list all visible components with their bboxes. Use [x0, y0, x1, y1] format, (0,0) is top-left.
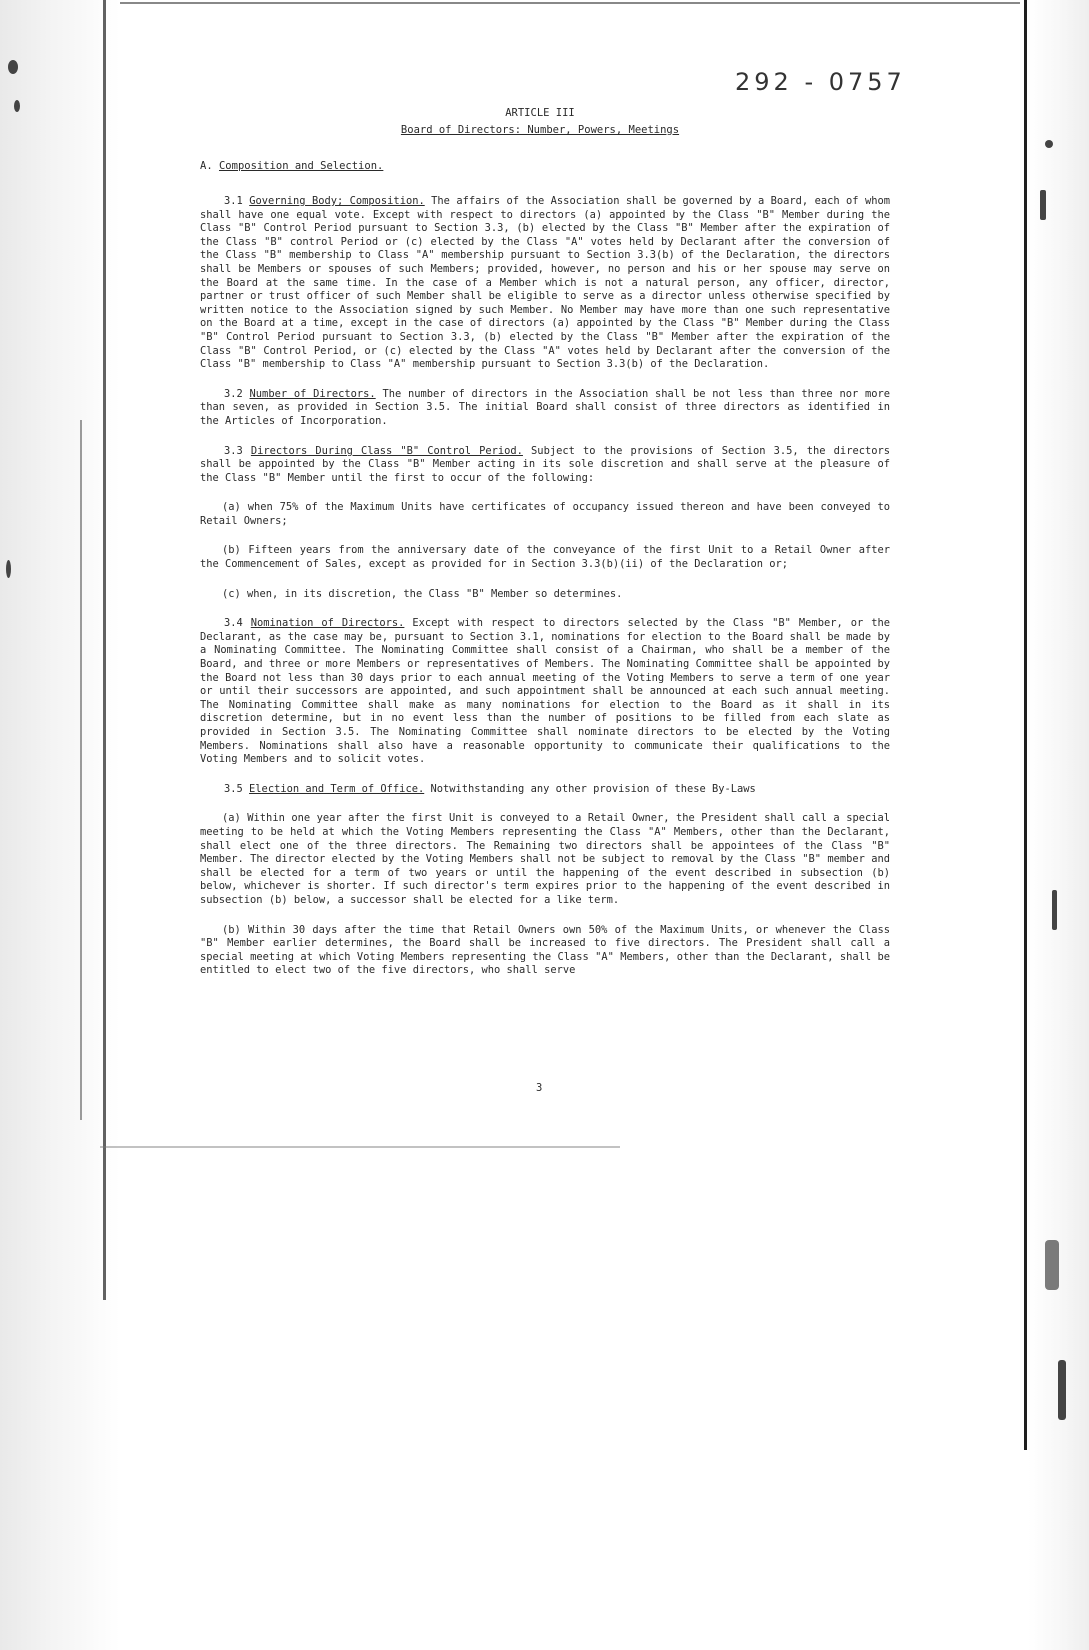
scan-speck: [1045, 1240, 1059, 1290]
subparagraph-3-3-b: [200, 544, 890, 571]
article-subtitle: Board of Directors: Number, Powers, Meetings: [400, 124, 680, 136]
scan-top-border-line: [120, 2, 1020, 4]
scan-speck: [6, 560, 11, 578]
section-title: Composition and Selection.: [218, 160, 384, 172]
paragraph-number: 3.2: [224, 387, 243, 400]
paragraph-3-5: [200, 783, 890, 797]
scan-right-border-line: [1024, 0, 1027, 1450]
paragraph-number: 3.1: [224, 195, 243, 207]
scan-speck: [8, 60, 18, 74]
paragraph-heading: Election and Term of Office.: [249, 782, 425, 795]
paragraph-heading: Governing Body; Composition.: [249, 195, 425, 207]
scan-speck: [1040, 190, 1046, 220]
paragraph-text: Notwithstanding any other provision of these By-Laws: [424, 782, 756, 795]
paragraph-3-3: [200, 445, 890, 486]
subparagraph-3-5-b: [200, 924, 890, 978]
scan-bottom-shadow-line: [100, 1146, 620, 1148]
body-text: [200, 195, 890, 994]
paragraph-text: The number of directors in the Association shall be not less than three nor more than seven, as provided in Section 3.5. The initial Board shall consist of three directors as identified in the Articles of Incorporation.: [200, 387, 890, 427]
paragraph-text: Subject to the provisions of Section 3.5, the directors shall be appointed by the Class "B" Member acting in its sole discretion and shall serve at the pleasure of the Class "B" Member until the first to occur of the following:: [200, 444, 890, 484]
subparagraph-3-5-a: [200, 812, 890, 907]
paragraph-heading: Number of Directors.: [249, 387, 376, 400]
document-number: 292 - 0757: [735, 68, 906, 96]
paragraph-number: 3.3: [224, 444, 243, 457]
paragraph-3-1: [200, 195, 890, 372]
paragraph-text: The affairs of the Association shall be governed by a Board, each of whom shall have one equal vote. Except with respect to directors (a) appointed by the Class "B" Member during the Class "B" Control Period pursuant to Section 3.3, (b) elected by the Class "B" Member after the expiration of the Class "B" control Period or (c) elected by the Class "A" votes held by Declarant after the conversion of the Class "B" membership to Class "A" membership pursuant to Section 3.3(b) of the Declaration, the directors shall be Members or spouses of such Members; provided, however, no person and his or her spouse may serve on the Board at the same time. In the case of a Member which is not a natural person, any officer, director, partner or trust officer of such Member shall be eligible to serve as a director unless otherwise specified by written notice to the Association signed by such Member. No Member may have more than one such representative on the Board at a time, except in the case of directors (a) appointed by the Class "B" Member during the Class "B" Control Period pursuant to Section 3.3, (b) elected by the Class "B" Member after the expiration of the Class "B" Control Period, or (c) elected by the Class "A" votes held by Declarant after the conversion of the Class "B" membership to Class "A" membership pursuant to Section 3.3(b) of the Declaration.: [200, 195, 890, 371]
paragraph-3-2: [200, 388, 890, 429]
paragraph-3-4: [200, 617, 890, 767]
scan-left-margin: [0, 0, 120, 1650]
subparagraph-text: when 75% of the Maximum Units have certificates of occupancy issued thereon and have been conveyed to Retail Owners;: [200, 501, 890, 527]
section-heading: [200, 160, 383, 172]
subparagraph-letter: (b): [222, 544, 241, 557]
subparagraph-text: when, in its discretion, the Class "B" Member so determines.: [240, 587, 623, 600]
subparagraph-3-3-c: [200, 588, 890, 602]
scan-left-border-line: [103, 0, 106, 1300]
paragraph-number: 3.4: [224, 617, 243, 630]
scan-speck: [1045, 140, 1053, 148]
subparagraph-text: Within one year after the first Unit is conveyed to a Retail Owner, the President shall call a special meeting to be held at which the Voting Members representing the Class "A" Members, other than the Declarant, shall elect one of the three directors. The Remaining two directors shall be appointees of the Class "B" Member. The director elected by the Voting Members shall not be subject to removal by the Class "B" member and shall be elected for a term of two years or until the happening of the event described in subsection (b) below, whichever is shorter. If such director's term expires prior to the happening of the event described in subsection (b) below, a successor shall be elected for a like term.: [200, 812, 890, 906]
scan-left-inner-line: [80, 420, 82, 1120]
subparagraph-3-3-a: [200, 501, 890, 528]
subparagraph-letter: (a): [222, 812, 241, 825]
section-letter: A.: [200, 160, 213, 172]
paragraph-heading: Directors During Class "B" Control Period.: [250, 444, 523, 457]
paragraph-number: 3.5: [224, 782, 243, 795]
page-number: 3: [536, 1082, 543, 1094]
subparagraph-text: Fifteen years from the anniversary date of the conveyance of the first Unit to a Retail Owner after the Commencement of Sales, except as provided for in Section 3.3(b)(ii) of the Declaration or;: [200, 544, 890, 571]
paragraph-heading: Nomination of Directors.: [250, 617, 405, 630]
subparagraph-letter: (a): [222, 501, 241, 514]
scan-speck: [14, 100, 20, 112]
subparagraph-letter: (b): [222, 923, 241, 936]
article-title: ARTICLE III: [505, 107, 575, 119]
paragraph-text: Except with respect to directors selected by the Class "B" Member, or the Declarant, as the case may be, pursuant to Section 3.1, nominations for election to the Board shall be made by a Nominating Committee. The Nominating Committee shall consist of a Chairman, who shall be a member of the Board, and three or more Members or representatives of Members. The Nominating Committee shall be appointed by the Board not less than 30 days prior to each annual meeting of the Voting Members to serve a term of one year or until their successors are appointed, and such appointment shall be announced at each such annual meeting. The Nominating Committee shall make as many nominations for election to the Board as it shall in its discretion determine, but in no event less than the number of positions to be filled from each slate as provided in Section 3.5. The Nominating Committee shall nominate directors to be elected by the Voting Members. Nominations shall also have a reasonable opportunity to communicate their qualifications to the Voting Members and to solicit votes.: [200, 617, 890, 766]
subparagraph-letter: (c): [222, 587, 241, 600]
subparagraph-text: Within 30 days after the time that Retail Owners own 50% of the Maximum Units, or whenever the Class "B" Member earlier determines, the Board shall be increased to five directors. The President shall call a special meeting at which Voting Members representing the Class "A" Members, other than the Declarant, shall be entitled to elect two of the five directors, who shall serve: [200, 923, 890, 977]
scan-speck: [1058, 1360, 1066, 1420]
article-heading: [400, 105, 680, 139]
scan-speck: [1052, 890, 1057, 930]
